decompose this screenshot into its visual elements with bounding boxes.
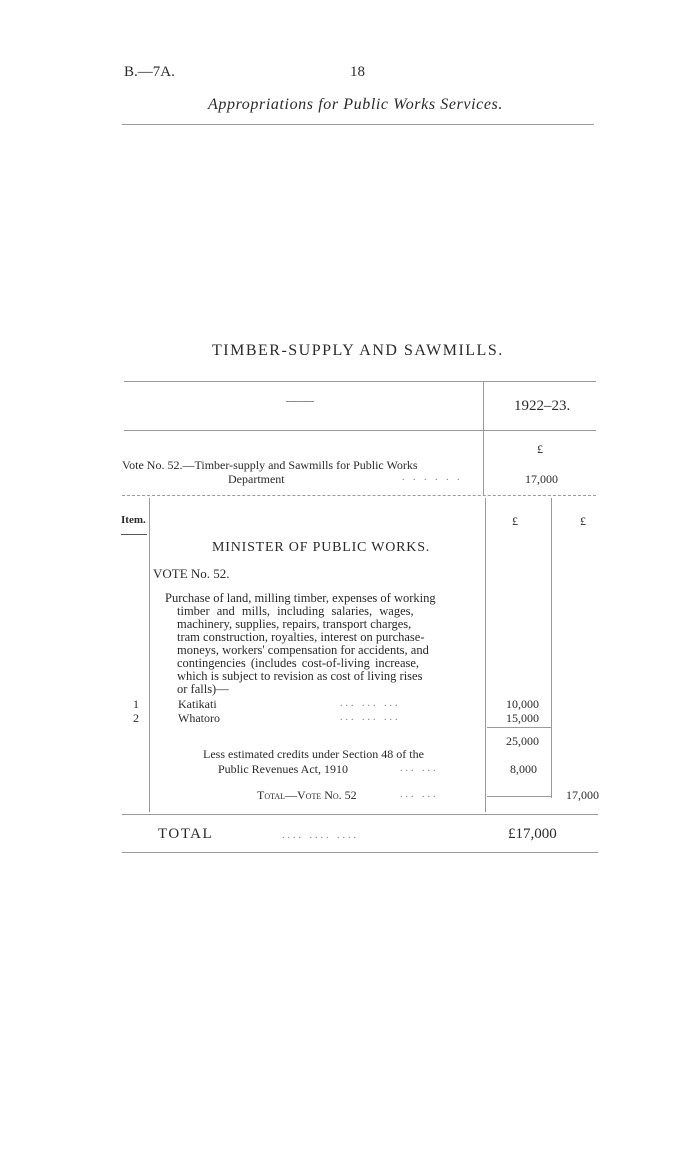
minister-heading: MINISTER OF PUBLIC WORKS. [212,540,431,555]
currency-heading-items: £ [512,514,518,528]
vote-total-leader-dots: ... ... [400,789,439,800]
purpose-line: or falls)— [177,682,229,696]
purpose-line: which is subject to revision as cost of living rises [177,669,423,683]
table-bottom-rule [122,814,598,815]
item-column-divider [149,498,150,812]
purpose-line: machinery, supplies, repairs, transport charges, [177,617,412,631]
item-amount: 15,000 [506,711,539,725]
purpose-line: timber and mills, including salaries, wages, [177,604,414,618]
less-credits-line2: Public Revenues Act, 1910 [218,762,348,776]
year-heading: 1922–23. [514,398,571,414]
currency-heading-total: £ [580,514,586,528]
vote-total-amount: 17,000 [566,788,599,802]
vote-summary-leader-dots: . . . . . . [402,472,463,483]
subtotal-amount: 25,000 [506,734,539,748]
vote-summary-line1: Vote No. 52.—Timber-supply and Sawmills for Public Works [122,458,418,472]
less-credits-amount: 8,000 [510,762,537,776]
year-column-divider [483,381,484,495]
item-name: Katikati [178,697,217,711]
grand-total-label: TOTAL [158,826,214,842]
item-name: Whatoro [178,711,220,725]
item-heading-underline [121,534,147,535]
item-column-heading: Item. [121,514,146,526]
grand-total-rule [122,852,598,853]
purpose-line: Purchase of land, milling timber, expenses of working [165,591,436,605]
heading-rule [124,430,596,431]
item-leader-dots: ... ... ... [340,698,401,709]
table-top-rule [124,381,596,382]
item-number: 1 [133,697,139,711]
less-credits-leader-dots: ... ... [400,763,439,774]
vote-summary-amount: 17,000 [525,472,558,486]
vote-total-label: Total—Vote No. 52 [257,788,357,802]
purpose-line: tram construction, royalties, interest on purchase- [177,630,425,644]
vote-label: VOTE No. 52. [153,566,230,581]
less-credits-line1: Less estimated credits under Section 48 of the [203,747,424,761]
grand-total-leader-dots: .... .... .... [282,830,359,841]
item-number: 2 [133,711,139,725]
total-column-divider [551,498,552,798]
item-amount: 10,000 [506,697,539,711]
vote-total-amount-rule [487,796,551,797]
blank-heading-dash: ——— [286,396,313,407]
vote-summary-line2: Department [228,472,285,486]
grand-total-amount: £17,000 [508,826,557,842]
amount-column-divider [485,498,486,812]
subtotal-rule [487,727,551,728]
section-title: TIMBER-SUPPLY AND SAWMILLS. [212,342,504,359]
item-leader-dots: ... ... ... [340,712,401,723]
header-rule [122,124,594,125]
document-reference: B.—7A. [124,64,175,80]
page-number: 18 [350,64,365,80]
purpose-line: contingencies (includes cost-of-living increase, [177,656,420,670]
purpose-line: moneys, workers' compensation for accidents, and [177,643,429,657]
page-title: Appropriations for Public Works Services. [208,96,503,113]
vote-summary-currency: £ [537,442,543,456]
vote-summary-bottom-rule [122,495,596,496]
